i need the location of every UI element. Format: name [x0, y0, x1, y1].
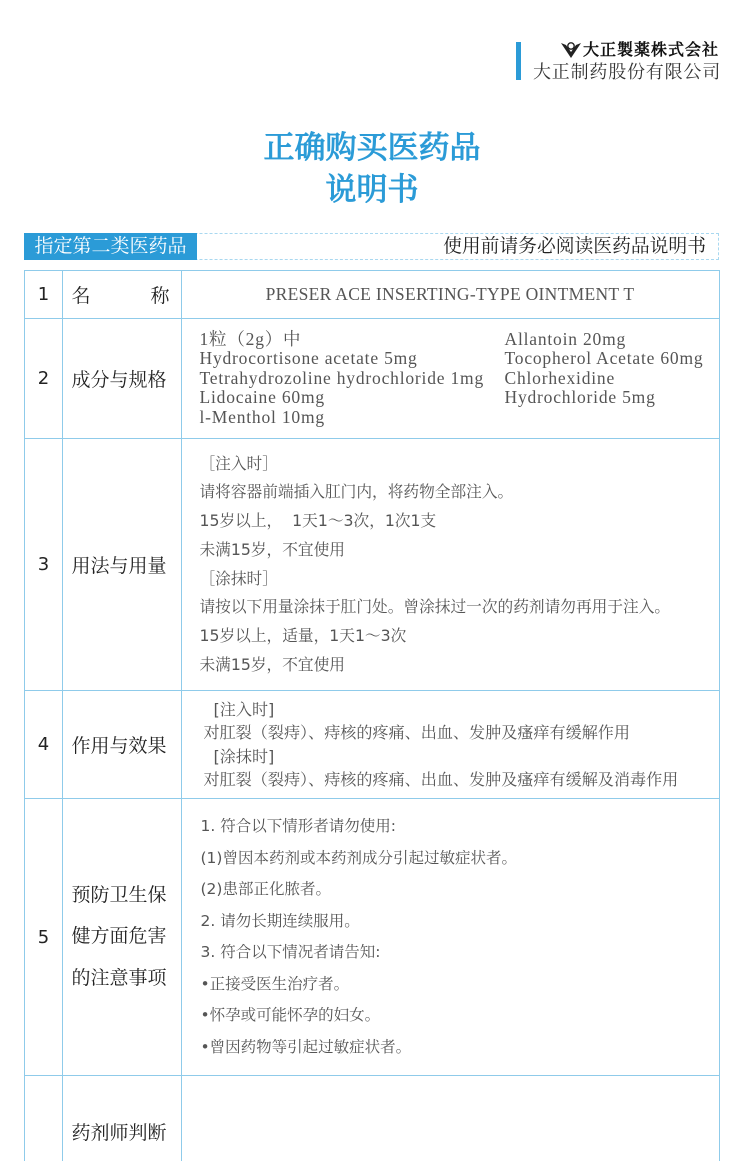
caution-line: 3. 符合以下情况者请告知: — [200, 943, 381, 961]
row-label: 药剂师判断 — [62, 1076, 181, 1161]
ingredient-line: Hydrocortisone acetate 5mg — [199, 348, 418, 369]
row-content — [181, 271, 718, 318]
row-number: 4 — [24, 691, 62, 798]
ingredient-line: Lidocaine 60mg — [199, 387, 325, 408]
caution-text — [182, 811, 718, 1063]
row-content — [181, 319, 718, 438]
table-row-pharmacist — [24, 1075, 719, 1161]
row-label — [62, 799, 181, 1075]
company-name-cn: 大正制药股份有限公司 — [533, 62, 721, 83]
row-label-text: 名称 — [71, 285, 230, 307]
ingredient-line: Hydrochloride 5mg — [504, 387, 656, 408]
row-number: 3 — [24, 439, 62, 690]
company-name-jp: 大正製薬株式会社 — [583, 40, 720, 59]
usage-line: ［注入时］ — [199, 453, 278, 473]
instruction-table — [24, 270, 720, 1161]
caution-line: 1. 符合以下情形者请勿使用: — [200, 817, 396, 835]
ingredient-column-left — [200, 330, 505, 427]
header-accent-bar — [516, 42, 521, 80]
caution-line: (2)患部正化脓者。 — [200, 880, 331, 898]
ingredient-line: 1粒（2g）中 — [199, 328, 302, 349]
table-row-name — [24, 270, 719, 318]
row-content — [181, 439, 718, 690]
usage-line: 15岁以上，适量，1天1～3次 — [199, 625, 407, 645]
ingredient-line: Tetrahydrozoline hydrochloride 1mg — [199, 367, 485, 388]
caution-line: (1)曾因本药剂或本药剂成分引起过敏症状者。 — [200, 848, 517, 867]
row-number — [24, 1076, 62, 1161]
row-label: 作用与效果 — [62, 691, 181, 798]
row-label-line: 的注意事项 — [71, 966, 167, 989]
row-label — [62, 271, 230, 318]
usage-line: 未满15岁，不宜使用 — [199, 654, 345, 674]
row-content — [181, 799, 718, 1075]
row-label-line: 预防卫生保 — [71, 883, 167, 906]
drug-category-badge: 指定第二类医药品 — [24, 233, 197, 260]
caution-line: •曾因药物等引起过敏症状者。 — [200, 1037, 412, 1056]
row-content — [181, 691, 718, 798]
caution-line: •怀孕或可能怀孕的妇女。 — [200, 1006, 381, 1024]
table-row-effect — [24, 690, 719, 798]
pharmacist-judgement-field — [181, 1076, 718, 1161]
effect-line: 对肛裂（裂痔）、痔核的疼痛、出血、发肿及瘙痒有缓解作用 — [203, 723, 630, 743]
usage-line: 未满15岁，不宜使用 — [199, 539, 345, 559]
usage-text — [182, 450, 718, 680]
ingredient-line: Tocopherol Acetate 60mg — [504, 348, 704, 369]
page-title-line2: 说明书 — [325, 172, 419, 208]
table-row-usage — [24, 438, 719, 690]
page-title-line1: 正确购买医药品 — [263, 130, 481, 166]
table-row-ingredients — [24, 318, 719, 438]
caution-line: 2. 请勿长期连续服用。 — [200, 911, 360, 930]
ingredient-list — [182, 330, 718, 427]
ingredient-line: l-Menthol 10mg — [199, 406, 325, 427]
effect-line: [涂抹时] — [213, 746, 275, 766]
effect-text — [182, 698, 718, 791]
ingredient-line: Chlorhexidine — [504, 367, 616, 388]
effect-line: [注入时] — [213, 699, 275, 719]
category-banner — [24, 233, 719, 260]
row-number: 2 — [24, 319, 62, 438]
row-number: 5 — [24, 799, 62, 1075]
row-number: 1 — [24, 271, 62, 318]
usage-line: ［涂抹时］ — [199, 568, 278, 588]
ingredient-column-right — [505, 330, 704, 408]
row-label-line: 健方面危害 — [71, 925, 167, 948]
taisho-eagle-logo-icon — [560, 40, 582, 60]
row-label: 成分与规格 — [62, 319, 181, 438]
row-label: 用法与用量 — [62, 439, 181, 690]
usage-line: 15岁以上， 1天1～3次，1次1支 — [199, 511, 437, 531]
effect-line: 对肛裂（裂痔）、痔核的疼痛、出血、发肿及瘙痒有缓解及消毒作用 — [203, 769, 679, 789]
table-row-cautions — [24, 798, 719, 1075]
read-before-use-notice: 使用前请务必阅读医药品说明书 — [443, 236, 706, 257]
usage-line: 请按以下用量涂抹于肛门处。曾涂抹过一次的药剂请勿再用于注入。 — [199, 597, 671, 617]
caution-line: •正接受医生治疗者。 — [200, 974, 350, 993]
usage-line: 请将容器前端插入肛门内，将药物全部注入。 — [199, 482, 514, 502]
product-name: PRESER ACE INSERTING-TYPE OINTMENT T — [265, 284, 635, 304]
ingredient-line: Allantoin 20mg — [504, 328, 627, 349]
